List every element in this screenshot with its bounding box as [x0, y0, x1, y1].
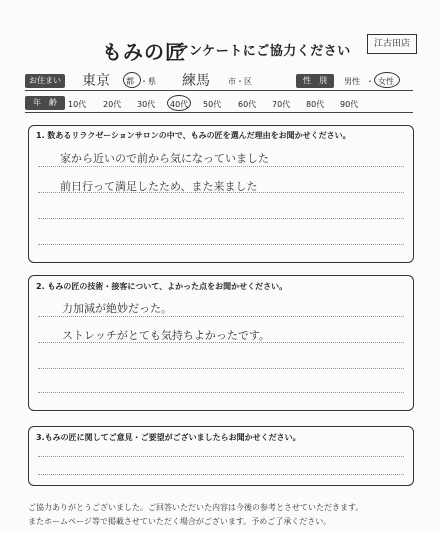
footer-line-2: またホームページ等で掲載させていただく場合がございます。予めご了承ください。 — [28, 517, 332, 526]
answer-line — [38, 244, 404, 245]
gender-male: 男性 — [344, 77, 360, 86]
question-2-answer-2: ストレッチがとても気持ちよかったです。 — [62, 329, 271, 342]
question-1-answer-1: 家から近いので前から気になっていました — [60, 152, 269, 165]
age-50: 50代 — [203, 100, 222, 109]
age-90: 90代 — [340, 100, 359, 109]
city-suffix: 市・区 — [228, 77, 252, 86]
answer-line — [38, 392, 404, 393]
address-pref-value: 東京 — [82, 73, 110, 89]
answer-line — [38, 166, 404, 167]
answer-line — [38, 316, 404, 317]
answer-line — [38, 474, 404, 475]
question-1-answer-2: 前日行って満足したため、また来ました — [60, 180, 258, 193]
question-2-box — [28, 275, 414, 411]
answer-line — [38, 192, 404, 193]
age-10: 10代 — [68, 100, 87, 109]
gender-female: 女性 — [378, 77, 394, 86]
pref-option-to: 都 — [126, 77, 134, 86]
address-city-value: 練馬 — [182, 73, 210, 89]
question-2-text: 2. もみの匠の技術・接客について、よかった点をお聞かせください。 — [36, 282, 288, 291]
age-label: 年 齢 — [25, 96, 65, 110]
store-name: 江古田店 — [367, 34, 417, 54]
address-label: お住まい — [25, 74, 65, 88]
question-1-text: 1. 数あるリラクゼーションサロンの中で、もみの匠を選んだ理由をお聞かせください。 — [36, 131, 351, 140]
gender-sep: ・ — [366, 77, 374, 86]
age-40: 40代 — [170, 100, 189, 109]
pref-option-ken: ・県 — [140, 77, 156, 86]
age-70: 70代 — [272, 100, 291, 109]
answer-line — [38, 218, 404, 219]
address-row-line — [25, 90, 413, 91]
footer-line-1: ご協力ありがとうございました。ご回答いただいた内容は今後の参考とさせていただきます。 — [28, 503, 364, 512]
question-3-text: 3.もみの匠に関してご意見・ご要望がございましたらお聞かせください。 — [36, 433, 301, 442]
age-20: 20代 — [103, 100, 122, 109]
answer-line — [38, 368, 404, 369]
question-2-answer-1: 力加減が絶妙だった。 — [62, 302, 172, 315]
gender-label: 性 別 — [296, 74, 334, 88]
page-title: アンケートにご協力ください — [176, 44, 351, 59]
answer-line — [38, 342, 404, 343]
age-80: 80代 — [306, 100, 325, 109]
logo: もみの匠 — [102, 40, 186, 64]
question-1-box — [28, 125, 414, 263]
age-60: 60代 — [238, 100, 257, 109]
answer-line — [38, 456, 404, 457]
age-row-line — [25, 112, 413, 113]
age-30: 30代 — [137, 100, 156, 109]
